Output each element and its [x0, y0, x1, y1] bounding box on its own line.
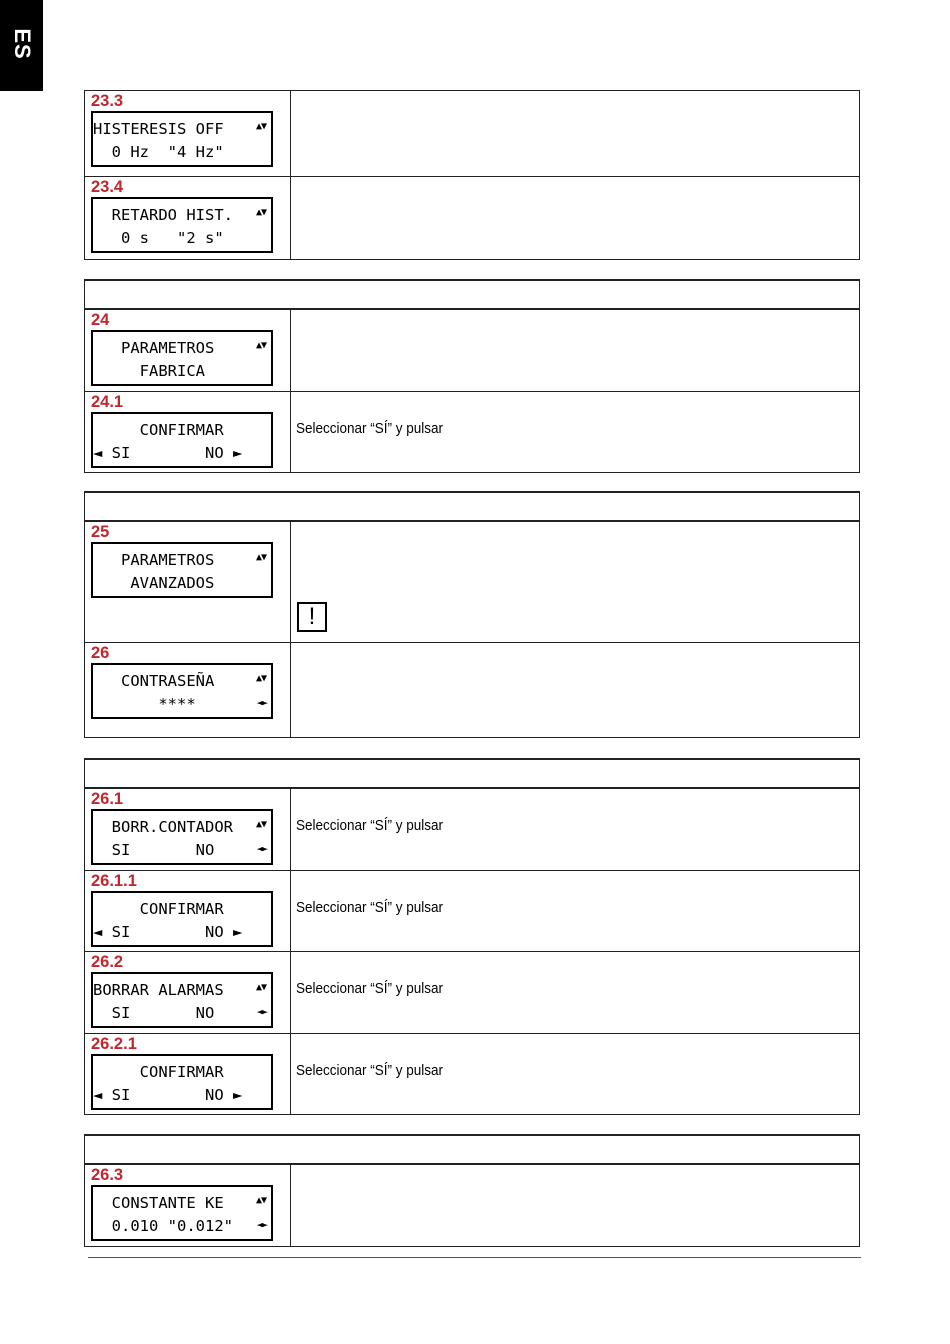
lcd-display	[91, 330, 273, 386]
lcd-line-1: CONFIRMAR	[93, 421, 224, 439]
step-number: 26.2.1	[91, 1035, 137, 1053]
up-down-arrows-icon: ▲▼	[255, 552, 266, 563]
section-header	[85, 1136, 859, 1164]
step-number: 25	[91, 523, 110, 541]
lcd-line-1: CONSTANTE KE	[93, 1194, 224, 1212]
language-tab	[0, 0, 43, 91]
lcd-line-1: BORR.CONTADOR	[93, 818, 233, 836]
parameter-row	[85, 1164, 859, 1246]
up-down-arrows-icon: ▲▼	[255, 207, 266, 218]
description-cell	[291, 177, 859, 259]
up-down-arrows-icon: ▲▼	[255, 673, 266, 684]
parameter-row	[85, 788, 859, 870]
lcd-line-1: HISTERESIS OFF	[93, 120, 224, 138]
step-number: 26.2	[91, 953, 124, 971]
lcd-display	[91, 1185, 273, 1241]
lcd-line-2: SI NO	[93, 841, 215, 859]
lcd-line-1: CONTRASEÑA	[93, 672, 215, 690]
display-cell	[85, 1034, 291, 1114]
display-cell	[85, 392, 291, 472]
display-cell	[85, 1165, 291, 1246]
up-down-arrows-icon: ▲▼	[255, 340, 266, 351]
section-header	[85, 760, 859, 788]
step-number: 23.3	[91, 92, 124, 110]
lcd-line-1: PARAMETROS	[93, 339, 215, 357]
instruction-text: Seleccionar “SÍ” y pulsar	[296, 899, 444, 916]
step-number: 24.1	[91, 393, 124, 411]
warning-icon: !	[297, 602, 327, 632]
left-right-arrows-icon: ◄►	[256, 1218, 266, 1231]
lcd-line-2: SI NO	[93, 1004, 215, 1022]
lcd-line-1: BORRAR ALARMAS	[93, 981, 224, 999]
section-header	[85, 493, 859, 521]
parameter-row	[85, 91, 859, 176]
lcd-line-2: FABRICA	[93, 362, 205, 380]
up-down-arrows-icon: ▲▼	[255, 982, 266, 993]
description-cell	[291, 392, 859, 472]
description-cell	[291, 310, 859, 391]
section-header	[85, 281, 859, 309]
instruction-text: Seleccionar “SÍ” y pulsar	[296, 1062, 444, 1079]
up-down-arrows-icon: ▲▼	[255, 819, 266, 830]
parameter-row	[85, 1033, 859, 1114]
parameter-table	[84, 758, 860, 1115]
lcd-display	[91, 663, 273, 719]
description-cell	[291, 643, 859, 737]
left-right-arrows-icon: ◄►	[256, 696, 266, 709]
description-cell	[291, 1034, 859, 1114]
lcd-line-1: CONFIRMAR	[93, 900, 224, 918]
display-cell	[85, 789, 291, 870]
lcd-line-1: RETARDO HIST.	[93, 206, 233, 224]
parameter-table	[84, 279, 860, 473]
lcd-display	[91, 809, 273, 865]
footer-divider	[88, 1257, 861, 1258]
display-cell	[85, 310, 291, 391]
lcd-display	[91, 412, 273, 468]
description-cell	[291, 91, 859, 176]
instruction-text: Seleccionar “SÍ” y pulsar	[296, 980, 444, 997]
instruction-text: Seleccionar “SÍ” y pulsar	[296, 420, 444, 437]
parameter-row	[85, 870, 859, 951]
lcd-display	[91, 891, 273, 947]
up-down-arrows-icon: ▲▼	[255, 121, 266, 132]
parameter-row	[85, 309, 859, 391]
lcd-display	[91, 197, 273, 253]
lcd-line-1: CONFIRMAR	[93, 1063, 224, 1081]
lcd-line-2: AVANZADOS	[93, 574, 215, 592]
lcd-display	[91, 1054, 273, 1110]
left-right-arrows-icon: ◄►	[256, 1005, 266, 1018]
description-cell	[291, 871, 859, 951]
language-code: ES	[9, 28, 35, 60]
step-number: 23.4	[91, 178, 124, 196]
lcd-line-2: ◄ SI NO ►	[93, 444, 243, 462]
parameter-row	[85, 642, 859, 737]
lcd-display	[91, 111, 273, 167]
description-cell	[291, 952, 859, 1033]
display-cell	[85, 952, 291, 1033]
parameter-row	[85, 521, 859, 642]
parameter-row	[85, 391, 859, 472]
parameter-table	[84, 1134, 860, 1247]
instruction-text: Seleccionar “SÍ” y pulsar	[296, 817, 444, 834]
lcd-line-2: ****	[93, 695, 196, 713]
display-cell	[85, 177, 291, 259]
parameter-table	[84, 491, 860, 738]
step-number: 26.3	[91, 1166, 124, 1184]
left-right-arrows-icon: ◄►	[256, 842, 266, 855]
lcd-line-2: 0.010 "0.012"	[93, 1217, 233, 1235]
up-down-arrows-icon: ▲▼	[255, 1195, 266, 1206]
lcd-line-2: ◄ SI NO ►	[93, 923, 243, 941]
parameter-table	[84, 90, 860, 260]
display-cell	[85, 522, 291, 642]
lcd-line-2: ◄ SI NO ►	[93, 1086, 243, 1104]
parameter-row	[85, 176, 859, 259]
display-cell	[85, 643, 291, 737]
description-cell	[291, 522, 859, 642]
description-cell	[291, 1165, 859, 1246]
lcd-display	[91, 542, 273, 598]
lcd-line-2: 0 Hz "4 Hz"	[93, 143, 224, 161]
step-number: 26.1	[91, 790, 124, 808]
display-cell	[85, 871, 291, 951]
step-number: 24	[91, 311, 110, 329]
description-cell	[291, 789, 859, 870]
step-number: 26	[91, 644, 110, 662]
lcd-line-1: PARAMETROS	[93, 551, 215, 569]
lcd-display	[91, 972, 273, 1028]
display-cell	[85, 91, 291, 176]
lcd-line-2: 0 s "2 s"	[93, 229, 224, 247]
parameter-row	[85, 951, 859, 1033]
step-number: 26.1.1	[91, 872, 137, 890]
